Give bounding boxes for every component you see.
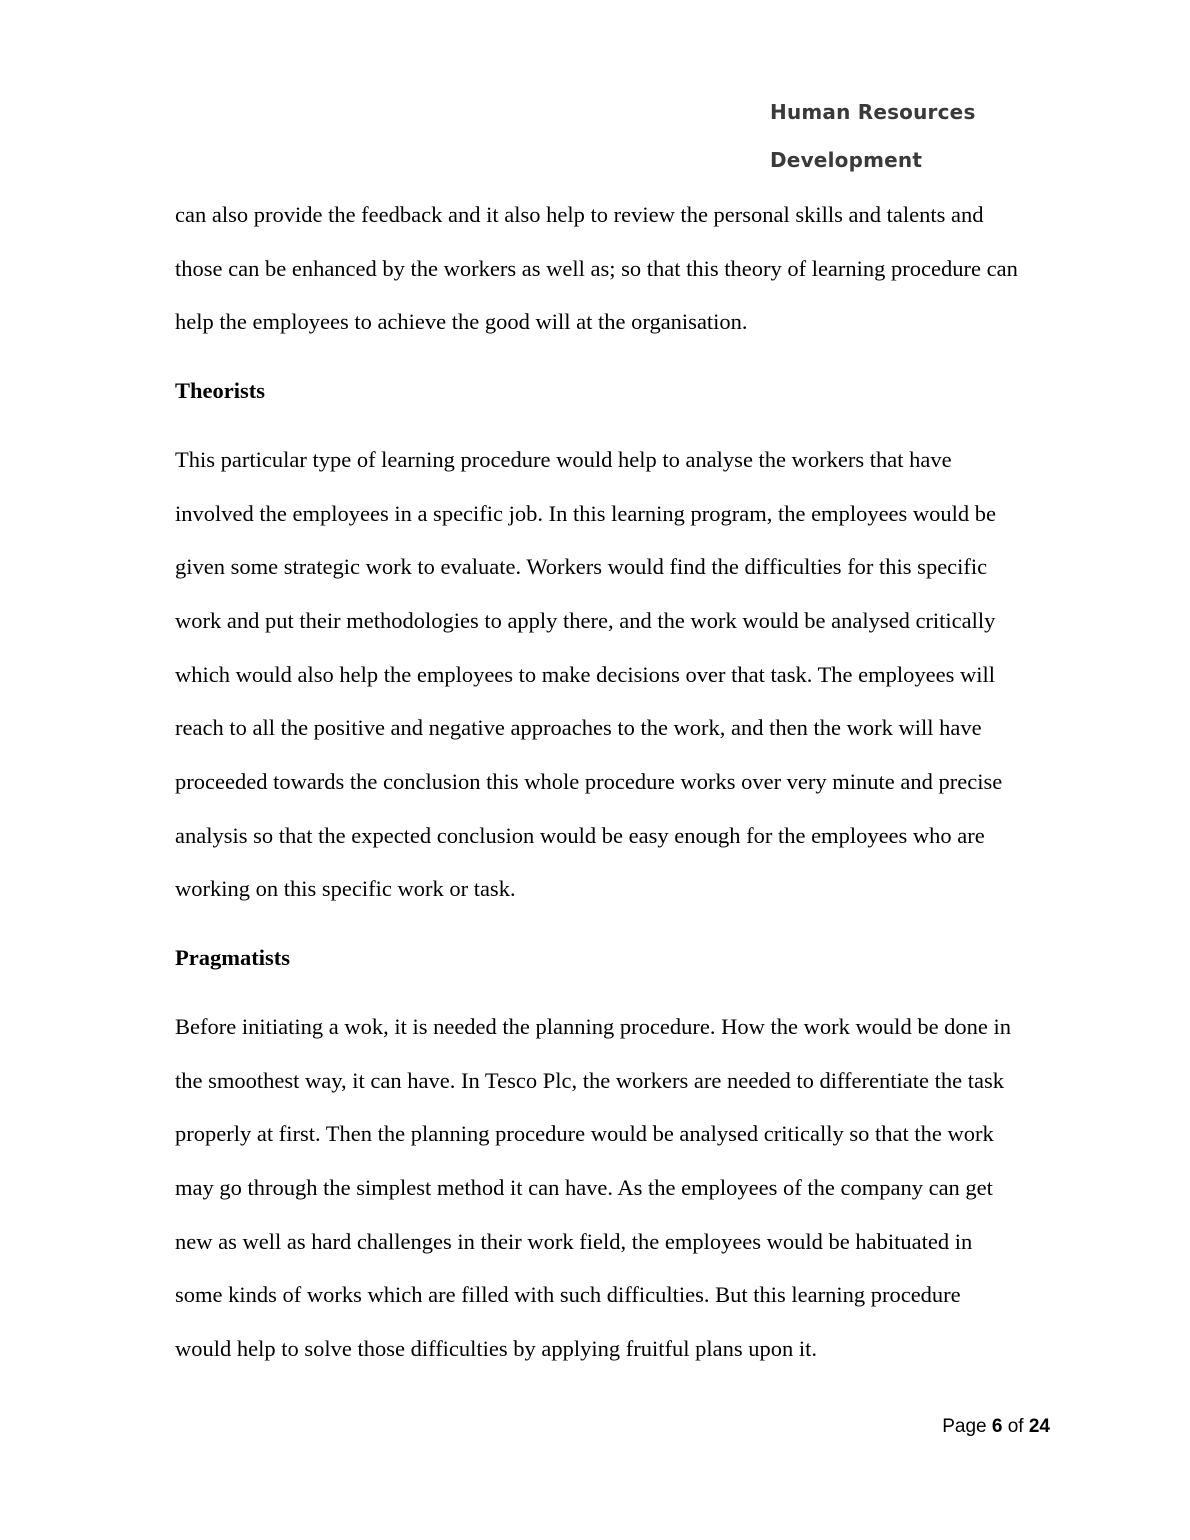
text-line: given some strategic work to evaluate. Workers would find the difficulties for this specific (175, 554, 988, 580)
text-line: some kinds of works which are filled with such difficulties. But this learning procedure (175, 1282, 961, 1308)
of-label: of (1007, 1416, 1024, 1437)
text-line: analysis so that the expected conclusion would be easy enough for the employees who are (175, 822, 985, 848)
text-line: work and put their methodologies to apply there, and the work would be analysed critically (175, 607, 996, 633)
heading-theorists: Theorists (175, 378, 265, 404)
paragraph-pragmatists (175, 1000, 1055, 1376)
heading-pragmatists: Pragmatists (175, 945, 290, 971)
text-line: reach to all the positive and negative approaches to the work, and then the work will have (175, 715, 982, 741)
text-line: involved the employees in a specific job. In this learning program, the employees would be (175, 500, 997, 526)
header-line-2: Development (770, 148, 923, 172)
text-line: may go through the simplest method it can have. As the employees of the company can get (175, 1174, 993, 1200)
text-line: the smoothest way, it can have. In Tesco Plc, the workers are needed to differentiate the task (175, 1067, 1004, 1093)
text-line: working on this specific work or task. (175, 876, 516, 902)
text-line: those can be enhanced by the workers as well as; so that this theory of learning procedure can (175, 255, 1018, 281)
text-line: which would also help the employees to make decisions over that task. The employees will (175, 661, 996, 687)
text-line: properly at first. Then the planning procedure would be analysed critically so that the work (175, 1121, 994, 1147)
text-line: help the employees to achieve the good will at the organisation. (175, 309, 748, 335)
page-label: Page (942, 1416, 987, 1437)
total-pages-number: 24 (1028, 1416, 1050, 1437)
page-number-footer (942, 1416, 1050, 1438)
text-line: Before initiating a wok, it is needed the planning procedure. How the work would be done in (175, 1013, 1012, 1039)
text-line: This particular type of learning procedure would help to analyse the workers that have (175, 446, 952, 472)
header-line-1: Human Resources (770, 100, 976, 124)
running-header (770, 88, 1100, 184)
document-body (175, 188, 1055, 1376)
paragraph-intro (175, 188, 1055, 349)
text-line: would help to solve those difficulties by applying fruitful plans upon it. (175, 1336, 818, 1362)
text-line: can also provide the feedback and it also help to review the personal skills and talents and (175, 202, 984, 227)
text-line: proceeded towards the conclusion this whole procedure works over very minute and precise (175, 769, 1003, 795)
current-page-number: 6 (991, 1416, 1003, 1437)
text-line: new as well as hard challenges in their work field, the employees would be habituated in (175, 1228, 973, 1254)
paragraph-theorists (175, 433, 1055, 916)
